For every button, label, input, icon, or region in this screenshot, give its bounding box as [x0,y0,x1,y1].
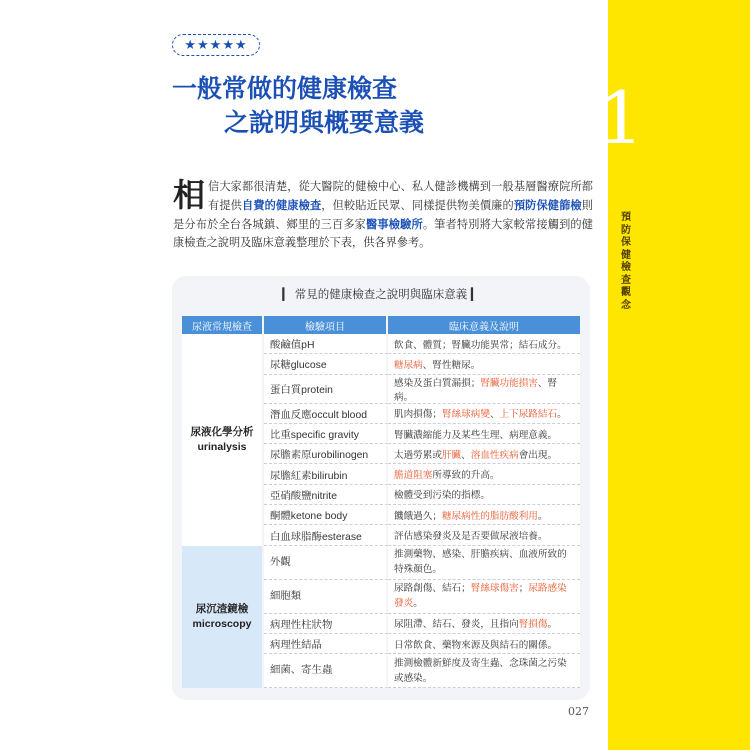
clinical-meaning [388,334,580,354]
clinical-meaning [388,375,580,404]
clinical-meaning [388,614,580,634]
clinical-meaning [388,424,580,444]
highlight-term: 糖尿病 [394,359,423,371]
highlight-term: 腎損傷 [518,619,548,631]
highlight-term: 肝臟 [441,449,462,461]
category-urinalysis [182,334,264,546]
meaning-text: 推測檢體新鮮度及寄生蟲、念珠菌之污染或感染。 [394,657,567,684]
clinical-meaning [388,464,580,484]
meaning-text: 飲食、體質；腎臟功能異常；結石成分。 [394,339,567,351]
clinical-meaning [388,354,580,374]
meaning-text: 腎臟濃縮能力及某些生理、病理意義。 [394,429,558,441]
meaning-text: 會出現。 [518,449,558,461]
title-line-1: 一般常做的健康檢查 [172,74,398,103]
test-item: 亞硝酸鹽nitrite [264,485,388,505]
table-row [182,546,580,580]
header-meaning: 臨床意義及說明 [388,316,580,334]
meaning-text: ； [518,583,529,595]
highlight-term: 腎絲球傷害 [470,583,519,595]
intro-paragraph [173,178,593,252]
category-name-en: urinalysis [197,440,247,453]
clinical-meaning [388,634,580,654]
intro-highlight-1: 自費的健康檢查 [242,198,322,212]
clinical-meaning [388,580,580,614]
intro-text-3: 則是分布於全台各城鎮、鄉里的三百多家 [173,199,593,231]
meaning-text: 。 [537,510,548,522]
test-item: 尿膽素原urobilinogen [264,444,388,464]
meaning-text: 。 [547,619,558,631]
meaning-text: 日常飲食、藥物來源及與結石的關係。 [394,639,558,651]
meaning-text: 、 [461,449,471,461]
meaning-text: 檢體受到污染的指標。 [394,490,490,502]
meaning-text: 、 [489,409,500,421]
header-item: 檢驗項目 [264,316,388,334]
intro-highlight-3: 醫事檢驗所 [366,217,423,231]
title-line-2: 之說明與概要意義 [224,108,425,137]
test-item: 尿糖glucose [264,354,388,374]
table-panel [172,276,590,700]
highlight-term: 上下尿路結石 [499,409,558,421]
meaning-text: 評估感染發炎及是否要做尿液培養。 [394,531,548,543]
page-title [172,72,592,140]
highlight-term: 溶血性疾病 [470,449,519,461]
test-item: 酮體ketone body [264,505,388,525]
highlight-term: 腎臟功能損害 [480,377,538,389]
category-name-zh: 尿液化學分析 [190,425,254,438]
test-item: 酸鹼值pH [264,334,388,354]
clinical-meaning [388,525,580,545]
header-category: 尿液常規檢查 [182,316,264,334]
highlight-term: 腎絲球病變 [441,409,490,421]
table-header-row [182,316,580,334]
intro-text-2: ，但較貼近民眾、同樣提供物美價廉的 [321,199,514,212]
test-item: 細菌、寄生蟲 [264,654,388,688]
category-name-zh: 尿沉渣鏡檢 [195,602,249,615]
star-rating-badge [172,34,260,56]
chapter-number: 1 [598,76,644,160]
clinical-meaning [388,654,580,688]
meaning-text: 所導致的升高。 [432,470,500,482]
page-number: 027 [568,705,589,718]
meaning-text: 太過勞累或 [394,449,442,461]
meaning-text: 、腎性糖尿。 [422,359,481,371]
meaning-text: 肌肉損傷； [394,409,442,421]
highlight-term: 膽道阻塞 [394,470,433,482]
clinical-meaning [388,444,580,464]
meaning-text: 。 [413,598,423,610]
clinical-meaning [388,546,580,580]
test-item: 尿膽紅素bilirubin [264,464,388,484]
table-row [182,334,580,354]
intro-highlight-2: 預防保健篩檢 [513,198,582,212]
category-microscopy [182,546,264,689]
clinical-meaning [388,404,580,424]
highlight-term: 尿路感染發炎 [394,583,567,610]
section-side-title: 預防保健檢查觀念 [621,212,631,311]
test-item: 病理性結晶 [264,634,388,654]
meaning-text: 推測藥物、感染、肝膽疾病、血液所致的特殊顏色。 [394,549,567,576]
category-name-en: microscopy [192,617,252,630]
test-item: 外觀 [264,546,388,580]
meaning-text: 、腎病。 [394,377,558,403]
test-item: 潛血反應occult blood [264,404,388,424]
health-check-table [182,316,580,688]
intro-text-4: 。筆者特別將大家較常接觸到的健康檢查之說明及臨床意義整理於下表，供各界參考。 [173,218,593,249]
stars-icon: ★★★★★ [184,37,248,53]
clinical-meaning [388,505,580,525]
table-title: ▎ 常見的健康檢查之說明與臨床意義 ▎ [282,287,480,301]
test-item: 病理性柱狀物 [264,614,388,634]
meaning-text: 尿路創傷、結石； [394,583,471,595]
drop-cap: 相 [173,176,206,214]
test-item: 細胞類 [264,580,388,614]
test-item: 蛋白質protein [264,375,388,404]
clinical-meaning [388,485,580,505]
meaning-text: 感染及蛋白質漏損； [394,377,481,389]
meaning-text: 尿阻滯、結石、發炎，且指向 [394,619,519,631]
meaning-text: 。 [557,409,567,421]
intro-text-1: 信大家都很清楚，從大醫院的健檢中心、私人健診機構到一般基層醫療院所都有提供 [208,180,593,212]
highlight-term: 糖尿病性的脂肪酸利用 [441,510,538,522]
meaning-text: 饑餓過久； [394,510,442,522]
test-item: 比重specific gravity [264,424,388,444]
test-item: 白血球脂酶esterase [264,525,388,545]
